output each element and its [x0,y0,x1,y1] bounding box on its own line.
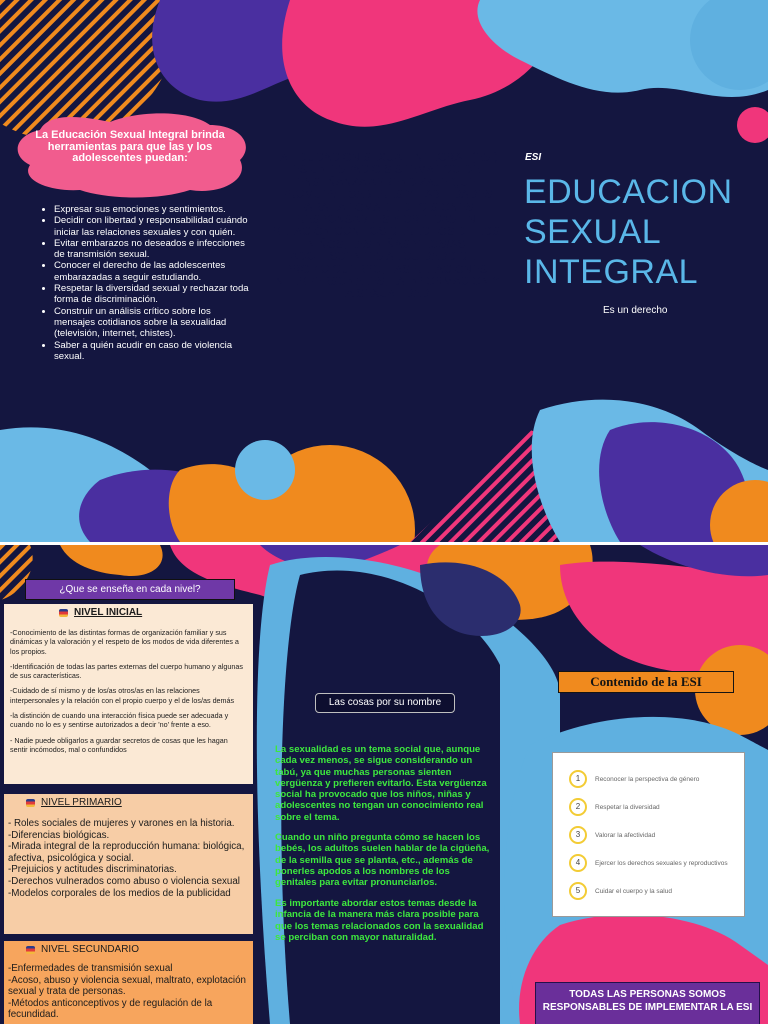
step-item [569,826,655,844]
title-line: EDUCACION [524,173,733,211]
esi-contents-title: Contenido de la ESI [558,671,734,693]
esi-label: ESI [525,152,542,163]
list-item: • Conocer el derecho de las adolescentes embarazadas a seguir estudiando. [54,260,254,283]
level-paragraph: -Conocimiento de las distintas formas de organización familiar y sus dinámicas y la valoración y el respeto de los modos de vida diferentes a los propios. [10,628,239,656]
step-item [569,854,728,872]
step-label: Respetar la diversidad [595,803,660,811]
list-item: • Saber a quién acudir en caso de violencia sexual. [54,340,254,363]
level-paragraph: - Nadie puede obligarlos a guardar secretos de cosas que les hagan sentir incómodos, mal o confundidos [10,735,228,754]
step-label: Ejercer los derechos sexuales y reproductivos [595,859,728,867]
title-line: SEXUAL [524,213,662,251]
title-line: INTEGRAL [524,253,699,291]
intro-cloud-text: La Educación Sexual Integral brinda herramientas para que las y los adolescentes puedan: [35,129,225,164]
level-paragraph: -Identificación de todas las partes externas del cuerpo humano y algunas de sus características. [10,661,243,681]
body-paragraph: La sexualidad es un tema social que, aunque cada vez menos, se sigue considerando un tabú, ya que muchas personas sienten vergüenza y prefieren evitarlo. Esta vergüenza social ha provocado que los niños, niñas y adolescentes no tengan un conocimiento real sobre el tema. [275,744,487,823]
step-item [569,770,699,788]
level-paragraph: -Cuidado de sí mismo y de los/as otros/as en las relaciones interpersonales y la relación con el propio cuerpo y el de los/as demás [10,686,235,705]
list-item: • Expresar sus emociones y sentimientos. [54,204,254,215]
levels-question-header: ¿Que se enseña en cada nivel? [25,579,235,600]
list-item: • Respetar la diversidad sexual y rechazar toda forma de discriminación. [54,283,254,306]
level-header [4,604,253,618]
level-paragraph: -la distinción de cuando una interacción física puede ser adecuada y cuando no lo es y sentirse autorizados a decir 'no' frente a eso. [10,711,229,730]
step-number: 4 [569,854,587,872]
step-item [569,882,672,900]
brochure-inner-page [0,545,768,1024]
level-title: NIVEL SECUNDARIO [41,944,139,955]
level-content: - Roles sociales de mujeres y varones en la historia. -Diferencias biológicas. -Mirada integral de la reproducción humana: biológica, afectiva, psicológica y social. -Prejuicios y actitudes discriminatorias. -Derechos vulnerados como abuso o violencia sexual -Modelos corporales de los medios de la publicidad [8,818,245,899]
page-title [524,172,764,292]
step-label: Reconocer la perspectiva de género [595,775,700,783]
responsibility-banner: TODAS LAS PERSONAS SOMOS RESPONSABLES DE IMPLEMENTAR LA ESI [535,982,760,1024]
body-paragraph: Es importante abordar estos temas desde la infancia de la manera más clara posible para que los temas relacionados con la sexualidad se perciban con mayor naturalidad. [275,898,484,943]
list-item: • Evitar embarazos no deseados e infecciones de transmisión sexual. [54,238,254,261]
book-stack-icon [59,609,68,617]
step-number: 2 [569,798,587,816]
list-item: • Construir un análisis crítico sobre los mensajes cotidianos sobre la sexualidad (televisión, internet, chistes). [54,306,254,340]
step-label: Cuidar el cuerpo y la salud [595,887,672,895]
level-title: NIVEL INICIAL [74,607,143,618]
step-item [569,798,660,816]
nivel-secundario-box [4,941,253,1024]
section-pill-label: Las cosas por su nombre [315,693,455,713]
esi-contents-steps [552,752,745,917]
level-content: -Enfermedades de transmisión sexual -Acoso, abuso y violencia sexual, maltrato, explotación sexual y trata de personas. -Métodos anticonceptivos y de regulación de la fecundidad. [8,963,246,1021]
step-number: 1 [569,770,587,788]
step-number: 5 [569,882,587,900]
level-header [4,941,253,955]
book-stack-icon [26,946,35,954]
level-title: NIVEL PRIMARIO [41,797,122,808]
body-paragraph: Cuando un niño pregunta cómo se hacen los bebés, los adultos suelen hablar de la cigüeña, de la semilla que se planta, etc., además de ponerles apodos a los nombres de los genitales para evitar pronunciarlos. [275,832,490,889]
book-stack-icon [26,799,35,807]
step-label: Valorar la afectividad [595,831,656,839]
nivel-primario-box [4,794,253,934]
benefits-list [38,204,254,362]
level-header [4,794,253,808]
esi-definition-text: LA EDUCACION SEXUAL INTEGRAL (ESI) ES UN ESPACIO SISTEMATICO DE ENSEÑANZA APRENDIZAJE QUE PROMUEVE SABERES Y HABILIDADES PARA LA TOMA DE DECISIONES RESPONSABLES Y CRITICAS EN RELACIÓN CON LOS DERECHOS DE LOS NIÑOS, LAS NIÑAS Y LOS/AS ADOLESCENTES AL CUIDADO DEL PROPIO CUERPO, LAS RELACIONES INTERPERSONALES, LA INFORMACION Y LA SEXUALIDAD. [272,152,500,301]
nivel-inicial-box [4,604,253,784]
subtitle: Es un derecho [603,305,668,316]
step-number: 3 [569,826,587,844]
list-item: • Decidir con libertad y responsabilidad cuándo iniciar las relaciones sexuales y con quién. [54,215,254,238]
